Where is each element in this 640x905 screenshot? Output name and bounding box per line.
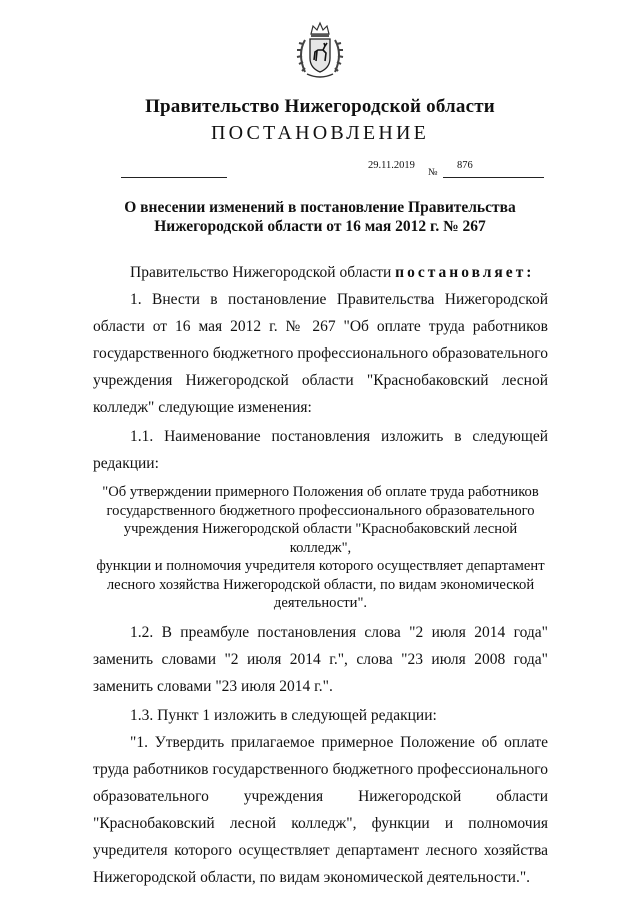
document-number: 876 — [457, 160, 473, 171]
document-type: ПОСТАНОВЛЕНИЕ — [210, 122, 430, 144]
paragraph-1: 1. Внести в постановление Правительства Нижегородской области от 16 мая 2012 г. № 267 "Об оплате труда работников государственного бюджетного профессионального образовательного учреждения Нижегородской области "Краснобаковский лесной колледж" следующие изменения: — [93, 291, 548, 416]
document-body — [93, 259, 548, 891]
quote-line: деятельности". — [273, 595, 368, 611]
quote-line: функции и полномочия учредителя которого осуществляет департамент — [96, 558, 545, 574]
title-line-1: О внесении изменений в постановление Правительства — [124, 199, 516, 216]
paragraph-1-1: 1.1. Наименование постановления изложить в следующей редакции: — [93, 428, 548, 472]
quote-line: учреждения Нижегородской области "Краснобаковский лесной колледж", — [123, 521, 518, 556]
quoted-title — [93, 483, 548, 613]
organization-name: Правительство Нижегородской области — [145, 96, 495, 117]
title-line-2: Нижегородской области от 16 мая 2012 г. № 267 — [154, 218, 486, 235]
quote-line: "Об утверждении примерного Положения об оплате труда работников — [102, 484, 539, 500]
number-sign: № — [428, 167, 438, 178]
quote-line: лесного хозяйства Нижегородской области, по видам экономической — [106, 576, 535, 593]
intro-paragraph — [93, 259, 548, 286]
paragraph-1-3-text: "1. Утвердить прилагаемое примерное Положение об оплате труда работников государственного бюджетного профессионального образовательного учреждения Нижегородской области "Краснобаковский лесной колледж", функции и полномочия учредителя которого осуществляет департамент лесного хозяйства Нижегородской области, по видам экономической деятельности.". — [93, 733, 548, 886]
document-title — [0, 198, 640, 236]
coat-of-arms-icon — [293, 20, 347, 80]
date-signature-line — [121, 177, 227, 178]
intro-text: Правительство Нижегородской области — [130, 264, 396, 281]
paragraph-1-3: 1.3. Пункт 1 изложить в следующей редакции: — [130, 706, 437, 724]
quote-line: государственного бюджетного профессионального образовательного — [106, 502, 535, 519]
document-date: 29.11.2019 — [368, 160, 415, 171]
number-line — [443, 177, 544, 178]
resolves-word: постановляет: — [395, 264, 535, 281]
paragraph-1-2: 1.2. В преамбуле постановления слова "2 июля 2014 года" заменить словами "2 июля 2014 г.", слова "23 июля 2008 года" заменить словами "23 июля 2014 г.". — [93, 623, 548, 695]
